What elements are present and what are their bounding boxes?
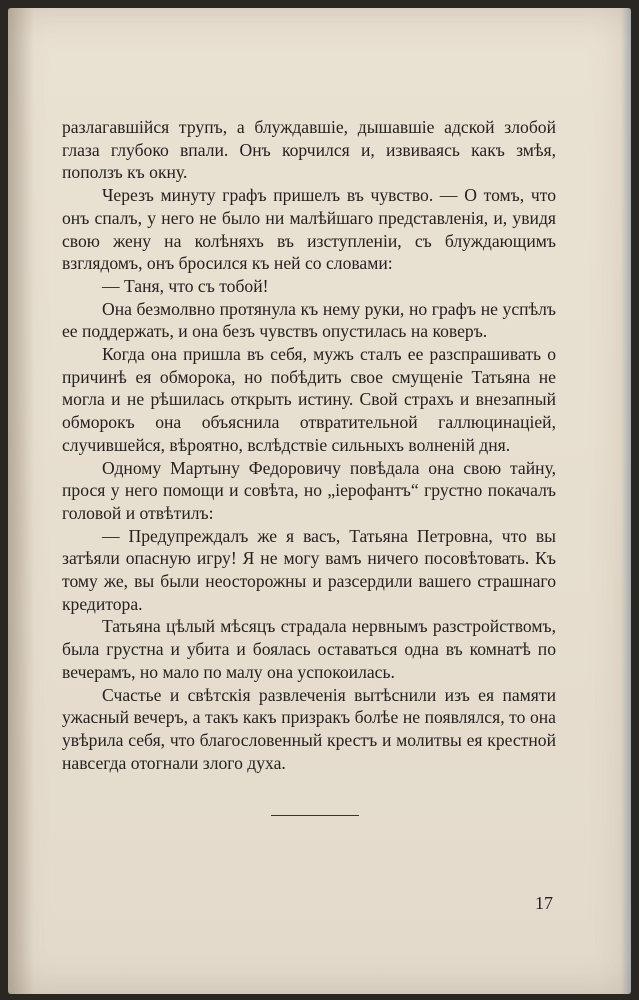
paragraph-7: — Предупреждалъ же я васъ, Татьяна Петровна, что вы затѣяли опасную игру! Я не могу вамъ ничего посовѣтовать. Къ тому же, вы были неосторожны и разсердили вашего страшнаго кредитора. [62,525,556,614]
paragraph-6: Одному Мартыну Федоровичу повѣдала она свою тайну, прося у него помощи и совѣта, но „іерофантъ“ грустно покачалъ головой и отвѣтилъ: [62,457,556,523]
page-spine-shadow [8,8,34,994]
paragraph-9: Счастье и свѣтскія развлеченія вытѣснили изъ ея памяти ужасный вечеръ, а такъ какъ призракъ болѣе не появлялся, то она увѣрила себя, что благословенный крестъ и молитвы ея крестной навсегда отогнали злого духа. [62,684,556,773]
paragraph-3: — Таня, что съ тобой! [102,275,269,296]
book-page [8,8,631,994]
section-end-rule [271,815,359,816]
paragraph-8: Татьяна цѣлый мѣсяцъ страдала нервнымъ разстройствомъ, была грустна и убита и боялась оставаться одна въ комнатѣ по вечерамъ, но мало по малу она успокоилась. [62,616,556,682]
paragraph-4: Она безмолвно протянула къ нему руки, но графъ не успѣлъ ее поддержать, и она безъ чувствъ опустилась на коверъ. [62,298,556,342]
page-number: 17 [535,893,553,913]
paragraph-2: Черезъ минуту графъ пришелъ въ чувство. — О томъ, что онъ спалъ, у него не было ни малѣйшаго представленія, и, увидя свою жену на колѣняхъ въ изступленіи, съ блуждающимъ взглядомъ, онъ бросился къ ней со словами: [62,185,556,274]
paragraph-5: Когда она пришла въ себя, мужъ сталъ ее разспрашивать о причинѣ ея обморока, но побѣдить свое смущеніе Татьяна не могла и не рѣшилась открыть истину. Свой страхъ и внезапный обморокъ она объяснила отвратительной галлюцинаціей, случившейся, вѣроятно, вслѣдствіе сильныхъ волненій дня. [62,344,556,455]
page-edge [621,8,631,994]
paragraph-1: разлагавшійся трупъ, а блуждавшіе, дышавшіе адской злобой глаза глубоко впали. Онъ корчился и, извиваясь какъ змѣя, поползъ къ окну. [62,117,556,183]
body-text [62,116,556,774]
